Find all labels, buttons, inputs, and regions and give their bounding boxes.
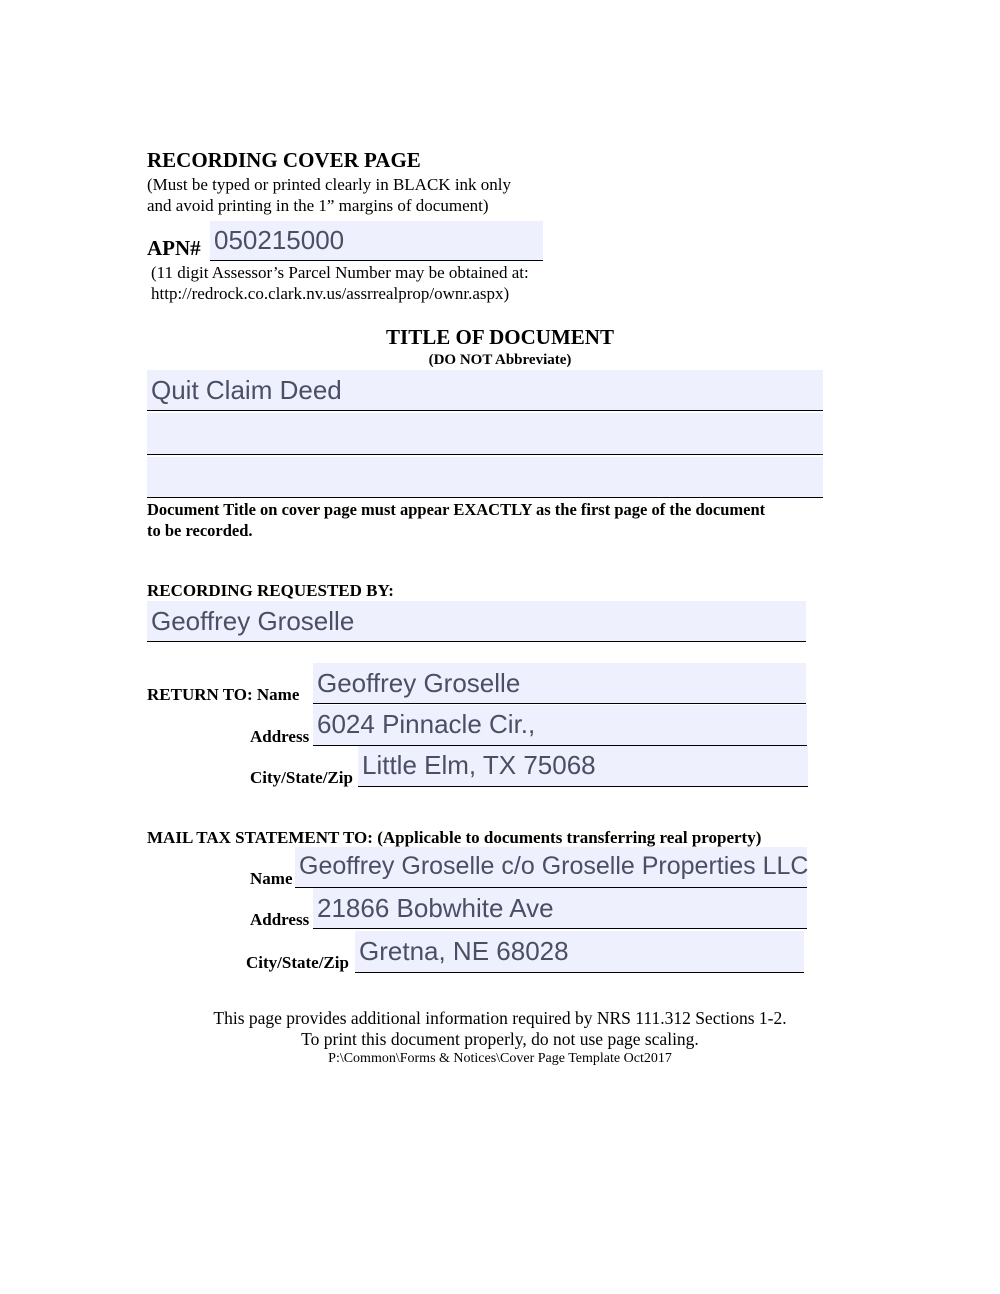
recording-requested-label: RECORDING REQUESTED BY: [147,581,394,600]
apn-note-line-1: (11 digit Assessor’s Parcel Number may be obtained at: [151,263,529,282]
recording-requested-value: Geoffrey Groselle [151,606,355,636]
mail-tax-label: MAIL TAX STATEMENT TO: (Applicable to documents transferring real property) [147,828,762,847]
recording-requested-field[interactable] [147,601,806,642]
document-title-line-1[interactable] [147,370,823,411]
page-title: RECORDING COVER PAGE [147,148,421,172]
apn-note-line-2: http://redrock.co.clark.nv.us/assrrealprop/ownr.aspx) [151,284,510,303]
mail-tax-city-field[interactable] [355,931,804,973]
return-to-city-field[interactable] [358,746,808,787]
apn-field[interactable] [210,221,543,261]
mail-tax-address-value: 21866 Bobwhite Ave [317,893,554,923]
return-to-name-value: Geoffrey Groselle [317,668,521,698]
apn-value: 050215000 [214,225,345,255]
footer-line-1: This page provides additional information required by NRS 111.312 Sections 1-2. [213,1008,787,1028]
return-to-address-label: Address [250,727,310,746]
mail-tax-name-label: Name [250,869,293,888]
document-title-note-line-1: Document Title on cover page must appear EXACTLY as the first page of the document [147,500,766,519]
footer-line-3: P:\Common\Forms & Notices\Cover Page Template Oct2017 [328,1051,672,1066]
mail-tax-name-field[interactable] [295,847,807,888]
mail-tax-address-field[interactable] [313,888,807,929]
return-to-city-value: Little Elm, TX 75068 [362,750,596,780]
apn-label: APN# [147,236,201,260]
document-title-line-3[interactable] [147,457,823,498]
mail-tax-address-label: Address [250,910,310,929]
mail-tax-city-value: Gretna, NE 68028 [359,936,569,966]
footer-line-2: To print this document properly, do not use page scaling. [301,1029,699,1049]
mail-tax-city-label: City/State/Zip [246,953,349,972]
return-to-city-label: City/State/Zip [250,768,353,787]
instruction-line-1: (Must be typed or printed clearly in BLACK ink only [147,175,512,194]
document-title-note-line-2: to be recorded. [147,521,253,540]
instruction-line-2: and avoid printing in the 1” margins of document) [147,196,489,215]
return-to-name-field[interactable] [313,663,806,704]
title-of-document-heading: TITLE OF DOCUMENT [386,325,614,349]
return-to-address-field[interactable] [313,705,807,746]
document-title-line-1-value: Quit Claim Deed [151,375,342,405]
return-to-address-value: 6024 Pinnacle Cir., [317,709,536,739]
return-to-name-label: RETURN TO: Name [147,685,300,704]
title-of-document-subheading: (DO NOT Abbreviate) [428,352,572,368]
mail-tax-name-value: Geoffrey Groselle c/o Groselle Properties LLC [299,852,809,880]
document-title-line-2[interactable] [147,413,823,455]
